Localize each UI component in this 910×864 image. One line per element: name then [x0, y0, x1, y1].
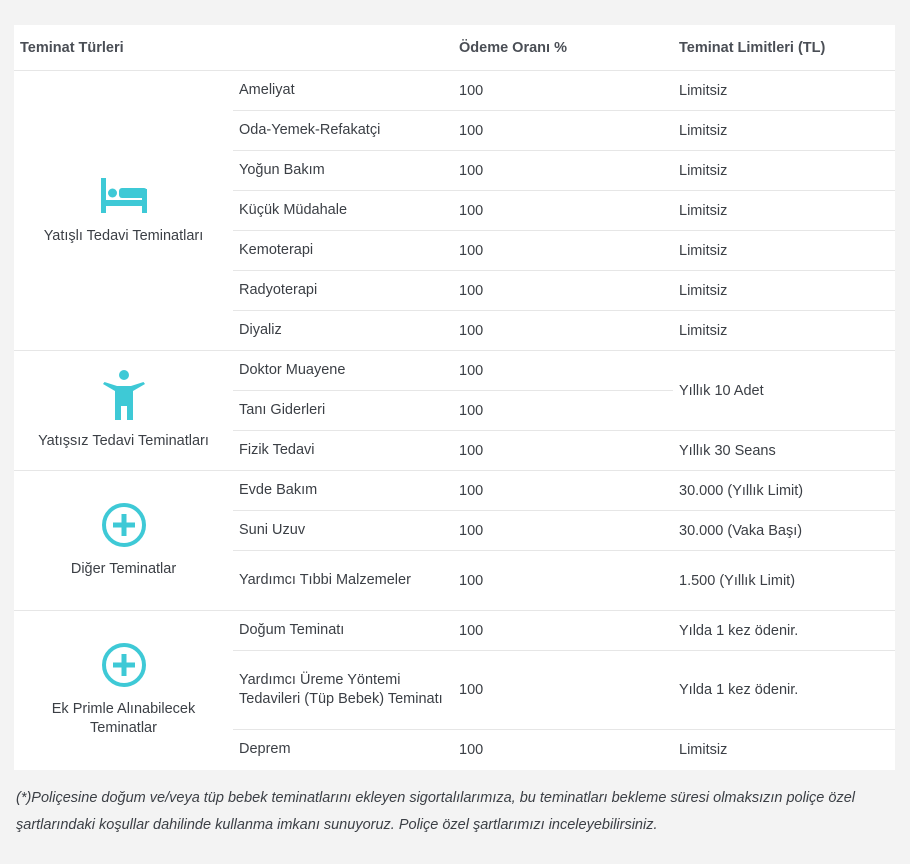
plus-circle-icon: [101, 642, 147, 692]
payment-rate: 100: [453, 151, 673, 191]
coverage-name: Yoğun Bakım: [233, 151, 453, 191]
person-icon: [101, 370, 147, 424]
coverage-name: Ameliyat: [233, 71, 453, 111]
coverage-name: Doğum Teminatı: [233, 611, 453, 651]
payment-rate: 100: [453, 191, 673, 231]
category-label: Diğer Teminatlar: [70, 561, 177, 577]
payment-rate: 100: [453, 71, 673, 111]
coverage-limit: Yılda 1 kez ödenir.: [673, 611, 895, 651]
coverage-limit: Yıllık 10 Adet: [673, 351, 895, 431]
table-row: [14, 611, 895, 651]
header-coverage-types: Teminat Türleri: [14, 25, 233, 71]
payment-rate: 100: [453, 271, 673, 311]
category-outpatient: [14, 351, 233, 471]
category-inpatient: [14, 71, 233, 351]
payment-rate: 100: [453, 511, 673, 551]
payment-rate: 100: [453, 611, 673, 651]
category-label: Yatışlı Tedavi Teminatları: [43, 228, 204, 244]
payment-rate: 100: [453, 111, 673, 151]
coverage-limit: Yılda 1 kez ödenir.: [673, 651, 895, 730]
payment-rate: 100: [453, 351, 673, 391]
table-header-row: [14, 25, 895, 71]
category-extra-premium: [14, 611, 233, 770]
coverage-name: Tanı Giderleri: [233, 391, 453, 431]
payment-rate: 100: [453, 551, 673, 611]
table-row: [14, 471, 895, 511]
payment-rate: 100: [453, 231, 673, 271]
coverage-limit: Yıllık 30 Seans: [673, 431, 895, 471]
coverage-table: [14, 25, 895, 770]
coverage-limit: Limitsiz: [673, 311, 895, 351]
coverage-name: Küçük Müdahale: [233, 191, 453, 231]
coverage-name: Suni Uzuv: [233, 511, 453, 551]
payment-rate: 100: [453, 431, 673, 471]
coverage-table-container: [14, 25, 895, 770]
coverage-limit: Limitsiz: [673, 111, 895, 151]
coverage-limit: 30.000 (Vaka Başı): [673, 511, 895, 551]
bed-icon: [100, 175, 148, 219]
coverage-name: Oda-Yemek-Refakatçi: [233, 111, 453, 151]
category-label: Yatışsız Tedavi Teminatları: [38, 433, 209, 449]
coverage-name: Kemoterapi: [233, 231, 453, 271]
plus-circle-icon: [101, 502, 147, 552]
footnote: (*)Poliçesine doğum ve/veya tüp bebek teminatlarını ekleyen sigortalılarımıza, bu teminatları bekleme süresi olmaksızın poliçe özel şartlarındaki koşullar dahilinde kullanma imkanı sunuyoruz. Poliçe özel şartlarımızı inceleyebilirsiniz.: [16, 790, 855, 833]
coverage-limit: Limitsiz: [673, 231, 895, 271]
coverage-limit: Limitsiz: [673, 71, 895, 111]
category-label: Ek Primle Alınabilecek Teminatlar: [51, 701, 196, 737]
coverage-name: Fizik Tedavi: [233, 431, 453, 471]
table-row: [14, 71, 895, 111]
header-empty: [233, 25, 453, 71]
coverage-name: Evde Bakım: [233, 471, 453, 511]
category-other: [14, 471, 233, 611]
header-coverage-limits: Teminat Limitleri (TL): [673, 25, 895, 71]
payment-rate: 100: [453, 651, 673, 730]
payment-rate: 100: [453, 311, 673, 351]
coverage-name: Radyoterapi: [233, 271, 453, 311]
coverage-limit: Limitsiz: [679, 741, 728, 758]
coverage-limit: Limitsiz: [673, 191, 895, 231]
coverage-limit: Limitsiz: [673, 151, 895, 191]
coverage-name: Yardımcı Üreme Yöntemi Tedavileri (Tüp Bebek) Teminatı: [233, 651, 453, 730]
payment-rate: 100: [453, 391, 673, 431]
payment-rate: 100: [453, 471, 673, 511]
coverage-name: Doktor Muayene: [233, 351, 453, 391]
coverage-limit: 1.500 (Yıllık Limit): [673, 551, 895, 611]
header-payment-rate: Ödeme Oranı %: [453, 25, 673, 71]
coverage-name: Deprem: [239, 741, 291, 758]
coverage-limit: Limitsiz: [673, 271, 895, 311]
payment-rate: 100: [459, 741, 484, 758]
table-row: [14, 351, 895, 391]
coverage-limit: 30.000 (Yıllık Limit): [673, 471, 895, 511]
coverage-name: Yardımcı Tıbbi Malzemeler: [233, 551, 453, 611]
coverage-name: Diyaliz: [233, 311, 453, 351]
